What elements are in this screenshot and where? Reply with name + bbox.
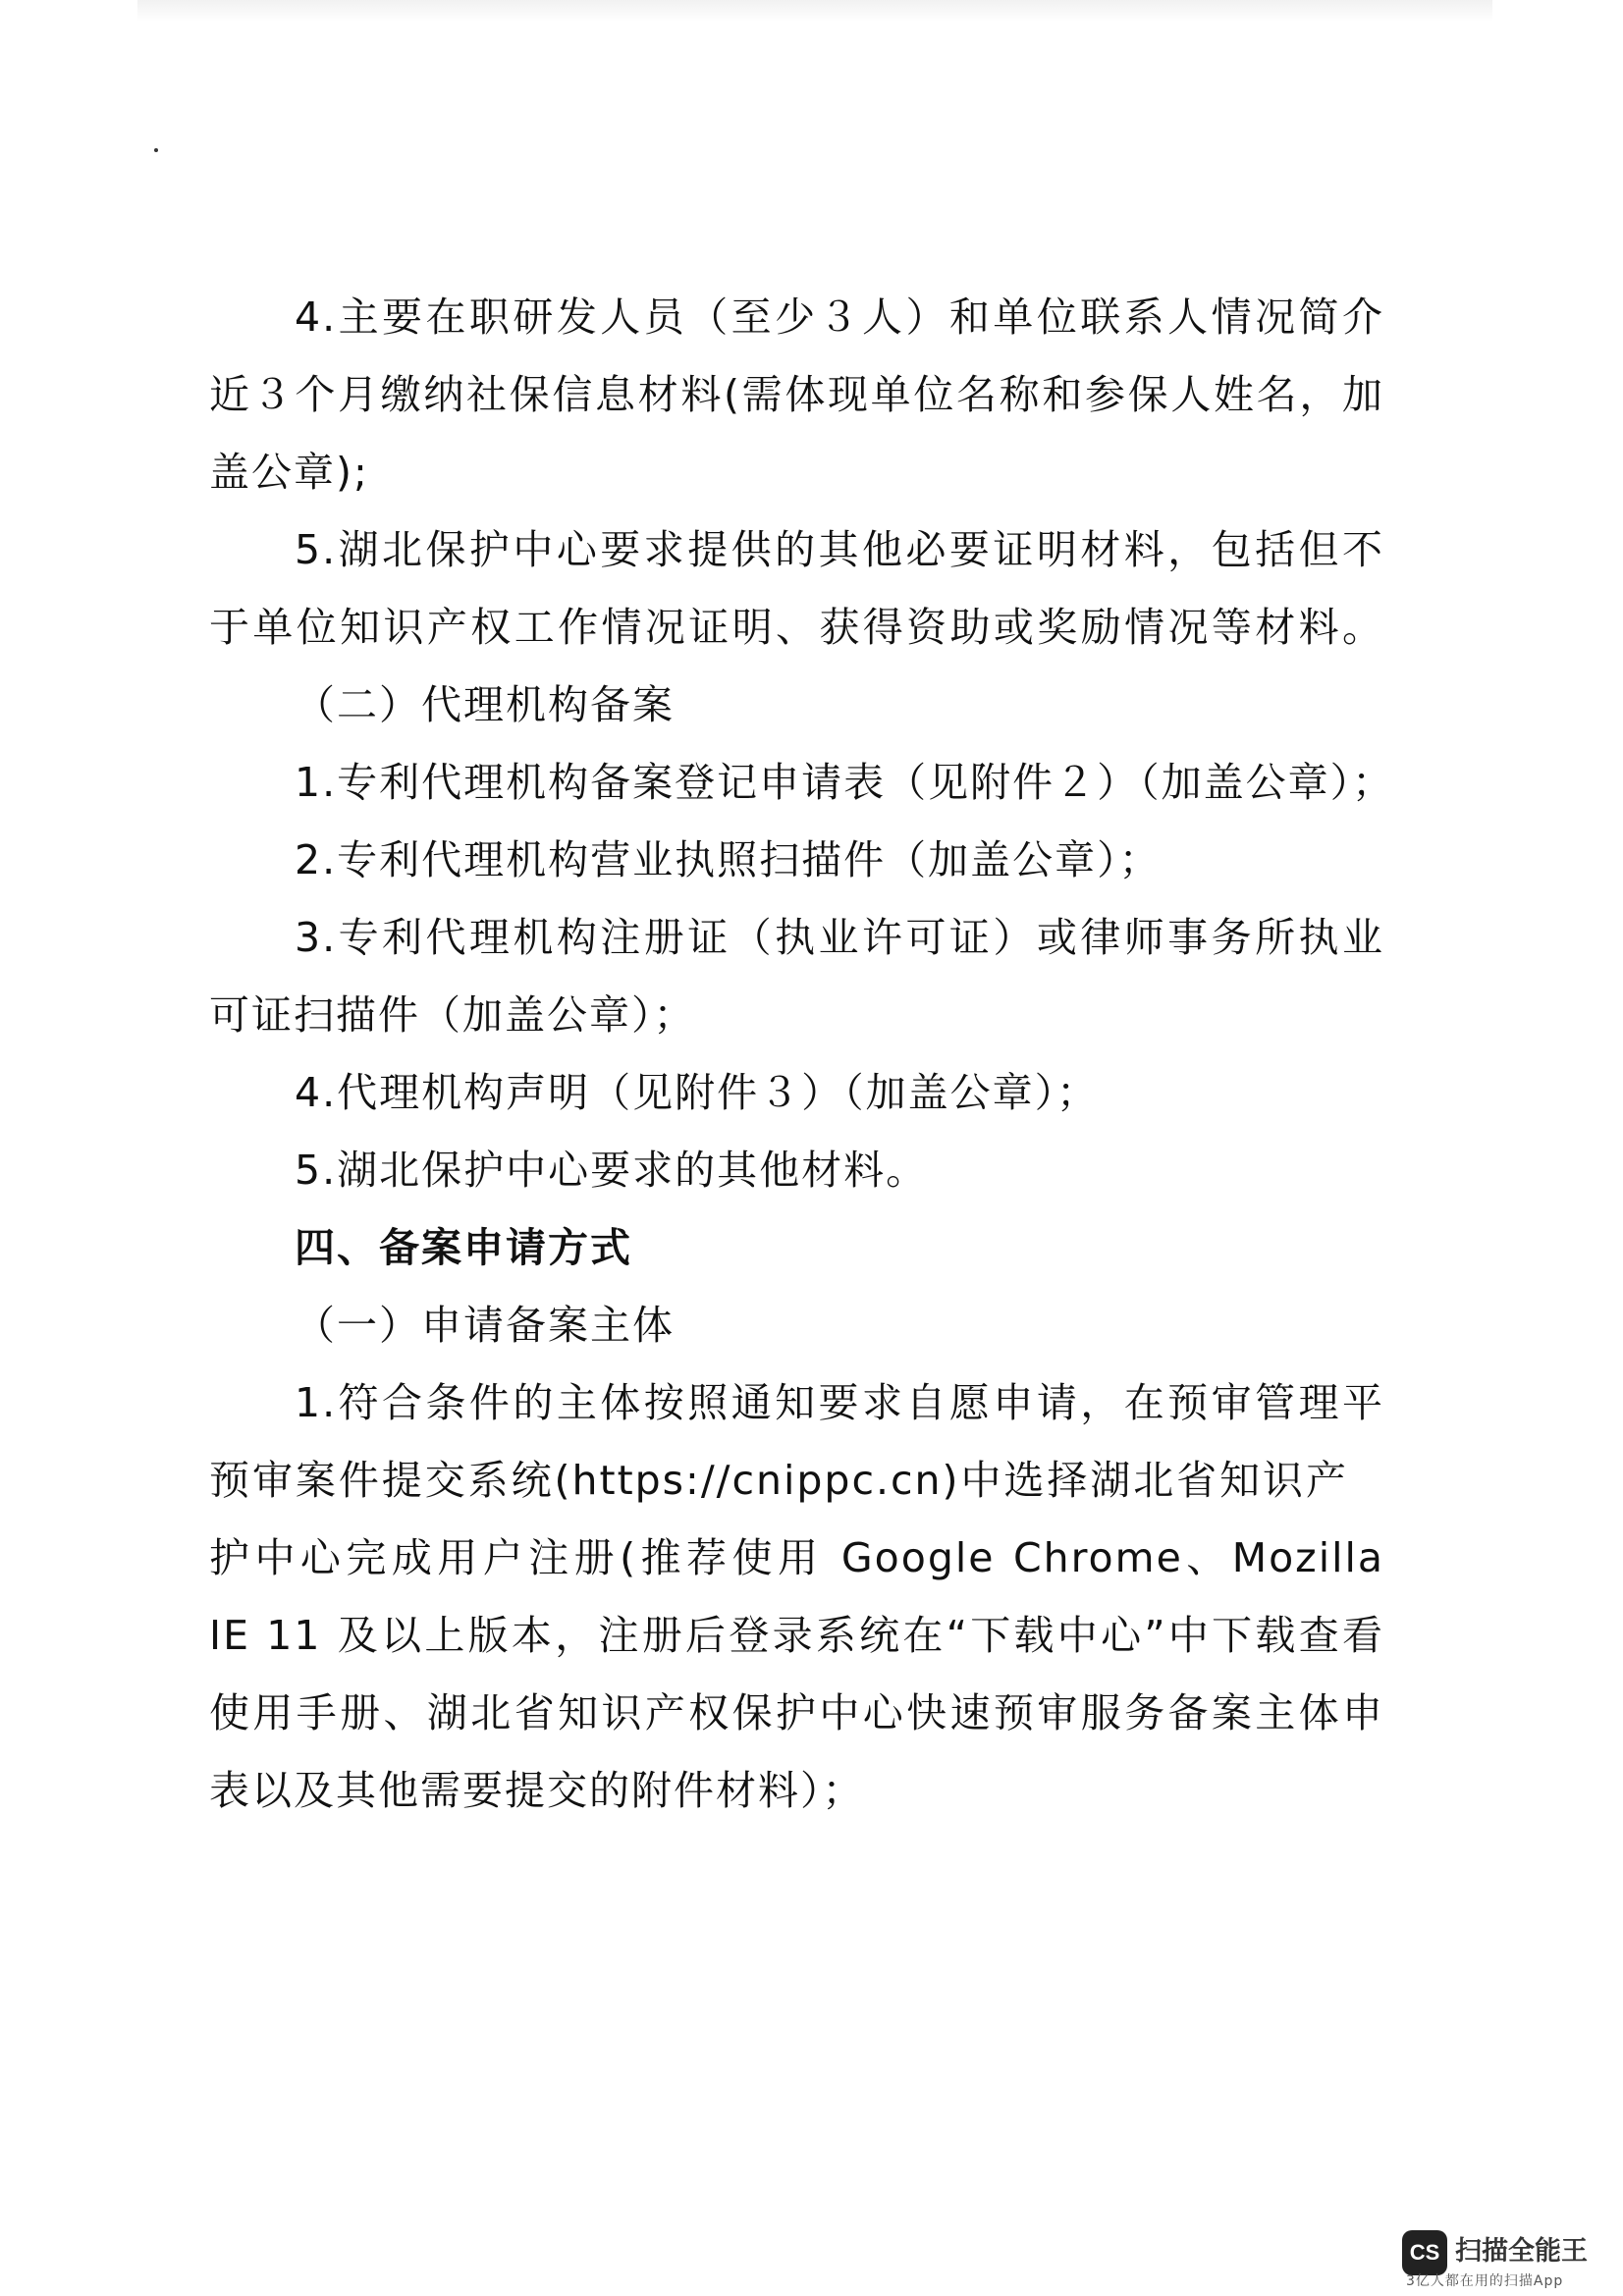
section-heading: 四、备案申请方式 [295, 1224, 632, 1271]
paragraph-line: IE 11 及以上版本，注册后登录系统在“下载中心”中下载查看 [209, 1612, 1384, 1659]
paragraph-line: 5.湖北保护中心要求提供的其他必要证明材料，包括但不 [295, 526, 1384, 573]
paragraph-line: 可证扫描件（加盖公章）； [209, 991, 696, 1039]
app-slogan: 3亿人都在用的扫描App [1406, 2273, 1564, 2289]
scan-edge-shadow [137, 0, 1492, 22]
paragraph-line: 1.专利代理机构备案登记申请表（见附件２）（加盖公章）； [295, 759, 1395, 806]
paragraph-line: 盖公章); [209, 449, 369, 496]
subsection-heading: （一）申请备案主体 [295, 1302, 675, 1349]
paragraph-line: 护中心完成用户注册(推荐使用 Google Chrome、Mozilla [209, 1534, 1384, 1581]
paragraph-line: 5.湖北保护中心要求的其他材料。 [295, 1147, 929, 1194]
paragraph-line: 于单位知识产权工作情况证明、获得资助或奖励情况等材料。 [209, 604, 1384, 651]
subsection-heading: （二）代理机构备案 [295, 681, 675, 728]
scan-speck [154, 148, 158, 152]
paragraph-line: 使用手册、湖北省知识产权保护中心快速预审服务备案主体申 [209, 1689, 1384, 1736]
paragraph-line: 1.符合条件的主体按照通知要求自愿申请，在预审管理平 [295, 1379, 1384, 1426]
paragraph-line: 4.主要在职研发人员（至少３人）和单位联系人情况简介 [295, 294, 1384, 341]
paragraph-line: 预审案件提交系统(https://cnippc.cn)中选择湖北省知识产 [209, 1457, 1348, 1504]
paragraph-line: 近３个月缴纳社保信息材料(需体现单位名称和参保人姓名，加 [209, 371, 1384, 418]
paragraph-line: 表以及其他需要提交的附件材料）； [209, 1767, 865, 1814]
scanner-logo-icon [1402, 2230, 1447, 2275]
paragraph-line: 3.专利代理机构注册证（执业许可证）或律师事务所执业 [295, 914, 1384, 961]
logo-text: CS [1409, 2240, 1440, 2265]
paragraph-line: 4.代理机构声明（见附件３）（加盖公章）； [295, 1069, 1100, 1116]
app-name: 扫描全能王 [1455, 2236, 1588, 2267]
paragraph-line: 2.专利代理机构营业执照扫描件（加盖公章）； [295, 836, 1162, 883]
scanner-watermark [1402, 2230, 1598, 2287]
